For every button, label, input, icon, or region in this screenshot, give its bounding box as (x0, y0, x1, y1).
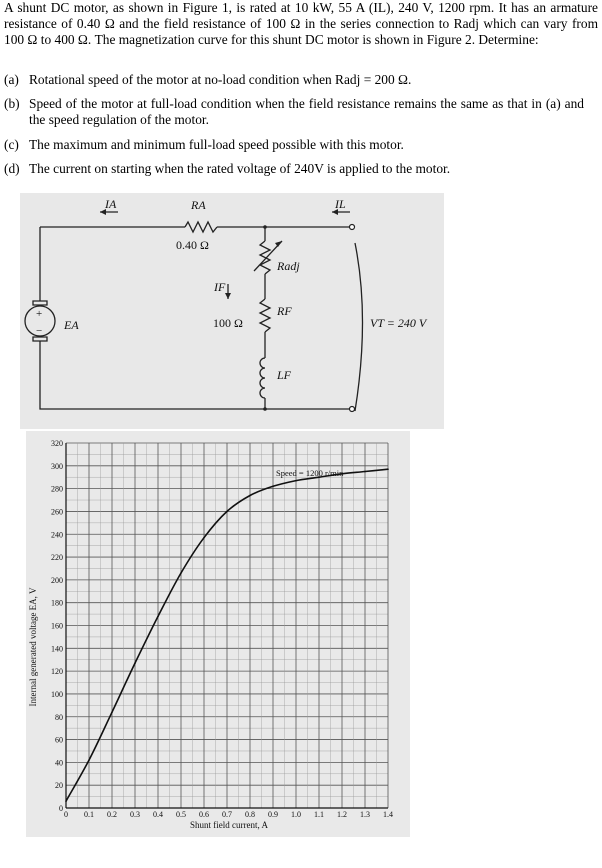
vt-label: VT = 240 V (370, 316, 427, 330)
x-tick-label: 1.3 (360, 810, 370, 819)
ea-plus-sign: + (36, 308, 43, 320)
data-point (249, 495, 251, 497)
data-point (272, 486, 274, 488)
y-tick-label: 40 (55, 758, 63, 768)
data-point (88, 759, 90, 761)
data-point (180, 572, 182, 574)
y-tick-label: 200 (51, 575, 63, 585)
x-tick-label: 1.4 (383, 810, 393, 819)
x-tick-labels (64, 810, 393, 819)
chart-background (26, 431, 410, 837)
ea-label: EA (64, 318, 79, 332)
x-tick-label: 0.8 (245, 810, 255, 819)
y-tick-label: 160 (51, 621, 63, 631)
y-tick-label: 120 (51, 667, 63, 677)
y-tick-label: 0 (59, 804, 63, 813)
magnetization-chart (26, 431, 410, 837)
y-axis-label: Internal generated voltage EA, V (28, 587, 38, 707)
x-axis-label: Shunt field current, A (190, 820, 268, 830)
terminal-bottom (350, 407, 355, 412)
data-point (157, 616, 159, 618)
data-point (226, 511, 228, 513)
junction-bottom (263, 407, 267, 411)
circuit-background (20, 193, 444, 429)
data-point (387, 468, 389, 470)
y-tick-label: 260 (51, 507, 63, 517)
rf-value: 100 Ω (213, 316, 243, 330)
y-tick-label: 140 (51, 644, 63, 654)
y-tick-label: 320 (51, 439, 63, 448)
data-point (203, 537, 205, 539)
ra-value: 0.40 Ω (176, 238, 209, 252)
x-tick-label: 0 (64, 810, 68, 819)
ra-label: RA (191, 198, 206, 212)
y-tick-label: 60 (55, 735, 63, 745)
x-tick-label: 1.1 (314, 810, 324, 819)
x-tick-label: 0.4 (153, 810, 163, 819)
y-tick-label: 280 (51, 484, 63, 494)
x-tick-label: 0.5 (176, 810, 186, 819)
y-tick-label: 180 (51, 598, 63, 608)
question-c-text: The maximum and minimum full-load speed possible with this motor. (29, 137, 404, 152)
if-label: IF (214, 280, 226, 294)
ia-label: IA (105, 197, 117, 211)
radj-label: Radj (277, 259, 300, 273)
problem-intro: A shunt DC motor, as shown in Figure 1, is rated at 10 kW, 55 A (IL), 240 V, 1200 rpm. It has an armature resistance of 0.40 Ω and the field resistance of 100 Ω in the series connection to Radj which can vary from 100 Ω to 400 Ω. The magnetization curve for this shunt DC motor is shown in Figure 2. Determine: (4, 0, 598, 48)
data-point (295, 480, 297, 482)
question-b-label: (b) (4, 96, 20, 111)
x-tick-label: 0.7 (222, 810, 232, 819)
data-point (134, 662, 136, 664)
ea-minus-sign: − (36, 325, 43, 337)
y-tick-label: 300 (51, 461, 63, 471)
y-tick-label: 220 (51, 553, 63, 563)
rf-label: RF (277, 304, 292, 318)
speed-annotation: Speed = 1200 r/min (276, 468, 344, 478)
x-tick-label: 0.9 (268, 810, 278, 819)
question-d-text: The current on starting when the rated voltage of 240V is applied to the motor. (29, 161, 451, 176)
junction-top (263, 225, 267, 229)
question-a-label: (a) (4, 72, 19, 87)
data-point (65, 800, 67, 802)
x-tick-label: 1.2 (337, 810, 347, 819)
y-tick-label: 240 (51, 530, 63, 540)
y-tick-label: 20 (55, 781, 63, 791)
x-tick-label: 0.6 (199, 810, 209, 819)
circuit-diagram (20, 193, 444, 429)
il-label: IL (335, 197, 346, 211)
lf-label: LF (277, 368, 292, 382)
question-d-label: (d) (4, 161, 20, 176)
question-c-label: (c) (4, 137, 19, 152)
x-tick-label: 0.1 (84, 810, 94, 819)
x-tick-label: 0.3 (130, 810, 140, 819)
x-tick-label: 1.0 (291, 810, 301, 819)
y-tick-label: 80 (55, 712, 63, 722)
terminal-top (350, 225, 355, 230)
x-tick-label: 0.2 (107, 810, 117, 819)
question-a-text: Rotational speed of the motor at no-load condition when Radj = 200 Ω. (29, 72, 412, 87)
question-b-text: Speed of the motor at full-load condition when the field resistance remains the same as that in (a) and the speed regulation of the motor. (29, 96, 584, 127)
data-point (111, 711, 113, 713)
y-tick-label: 100 (51, 689, 63, 699)
data-point (364, 471, 366, 473)
